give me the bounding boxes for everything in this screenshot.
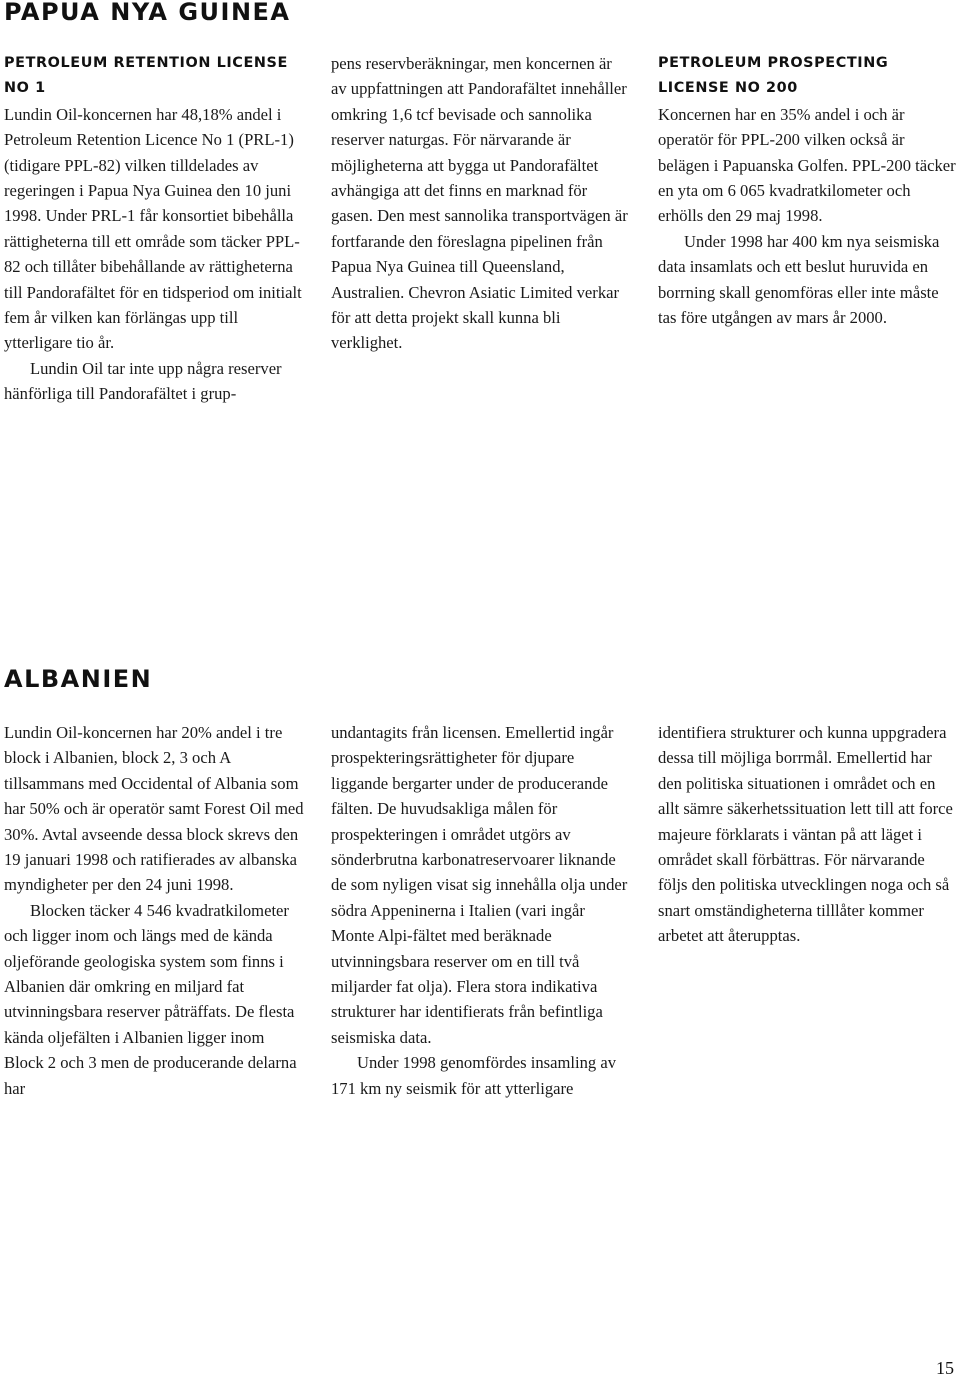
papua-column-1 (4, 51, 304, 407)
albanien-column-3 (658, 720, 958, 949)
heading-prl-1: PETROLEUM RETENTION LICENSE NO 1 (4, 55, 288, 97)
paragraph: Koncernen har en 35% andel i och är operatör för PPL-200 vilken också är belägen i Papuanska Golfen. PPL-200 täcker en yta om 6 065 kvadratkilometer och erhölls den 29 maj 1998. (658, 104, 956, 226)
paragraph: Under 1998 genomfördes insamling av 171 km ny seismik för att ytterligare (331, 1053, 616, 1098)
paragraph: Lundin Oil-koncernen har 48,18% andel i Petroleum Retention Licence No 1 (PRL-1) (tidigare PPL-82) vilken tilldelades av regeringen i Papua Nya Guinea den 10 juni 1998. Under PRL-1 får konsortiet bibehålla rättigheterna till ett område som täcker PPL-82 och tillåter bibehållande av rättigheterna till Pandorafältet för en tidsperiod om initialt fem år vilken kan förlängas upp till ytterligare tio år. (4, 104, 302, 353)
page-number: 15 (936, 1358, 954, 1378)
section-title-albanien: ALBANIEN (4, 665, 153, 693)
paragraph: Blocken täcker 4 546 kvadratkilometer och ligger inom och längs med de kända oljeförande geologiska system som finns i Albanien där omkring en miljard fat utvinningsbara reserver påträffats. De flesta kända oljefälten i Albanien ligger inom Block 2 och 3 men de producerande delarna har (4, 900, 297, 1098)
albanien-column-1 (4, 720, 304, 1101)
paragraph: identifiera strukturer och kunna uppgradera dessa till möjliga borrmål. Emellertid har den politiska situationen i området och en allt sämre säkerhetssituation lett till att force majeure förklarats i väntan på att läget i området skall förbättras. För närvarande följs den politiska utvecklingen noga och så snart omständigheterna tilllåter kommer arbetet att återupptas. (658, 723, 953, 946)
paragraph: Under 1998 har 400 km nya seismiska data insamlats och ett beslut huruvida en borrning skall genomföras eller inte måste tas före utgången av mars år 2000. (658, 231, 940, 328)
papua-column-3 (658, 51, 958, 330)
paragraph: undantagits från licensen. Emellertid ingår prospekteringsrättigheter för djupare liggande bergarter under de producerande fälten. De huvudsakliga målen för prospekteringen i området utgörs av sönderbrutna karbonatreservoarer liknande de som nyligen visat sig innehålla olja under södra Appeninerna i Italien (vari ingår Monte Alpi-fältet med beräknade utvinningsbara reserver om en till två miljarder fat olja). Flera stora indikativa strukturer har identifierats från befintliga seismiska data. (331, 723, 628, 1047)
paragraph: Lundin Oil-koncernen har 20% andel i tre block i Albanien, block 2, 3 och A tillsammans med Occidental of Albania som har 50% och är operatör samt Forest Oil med 30%. Avtal avseende dessa block skrevs den 19 januari 1998 och ratifierades av albanska myndigheter per den 24 juni 1998. (4, 723, 304, 895)
section-title-papua: PAPUA NYA GUINEA (4, 0, 291, 26)
albanien-column-2 (331, 720, 631, 1101)
papua-column-2 (331, 51, 631, 356)
paragraph: pens reservberäkningar, men koncernen är av uppfattningen att Pandorafältet innehåller omkring 1,6 tcf bevisade och sannolika reserver naturgas. För närvarande är möjligheterna att bygga ut Pandorafältet avhängiga att det finns en marknad för gasen. Den mest sannolika transportvägen är fortfarande den föreslagna pipelinen från Papua Nya Guinea till Queensland, Australien. Chevron Asiatic Limited verkar för att detta projekt skall kunna bli verklighet. (331, 54, 628, 353)
heading-ppl-200: PETROLEUM PROSPECTING LICENSE NO 200 (658, 55, 889, 97)
paragraph: Lundin Oil tar inte upp några reserver hänförliga till Pandorafältet i grup- (4, 358, 282, 404)
